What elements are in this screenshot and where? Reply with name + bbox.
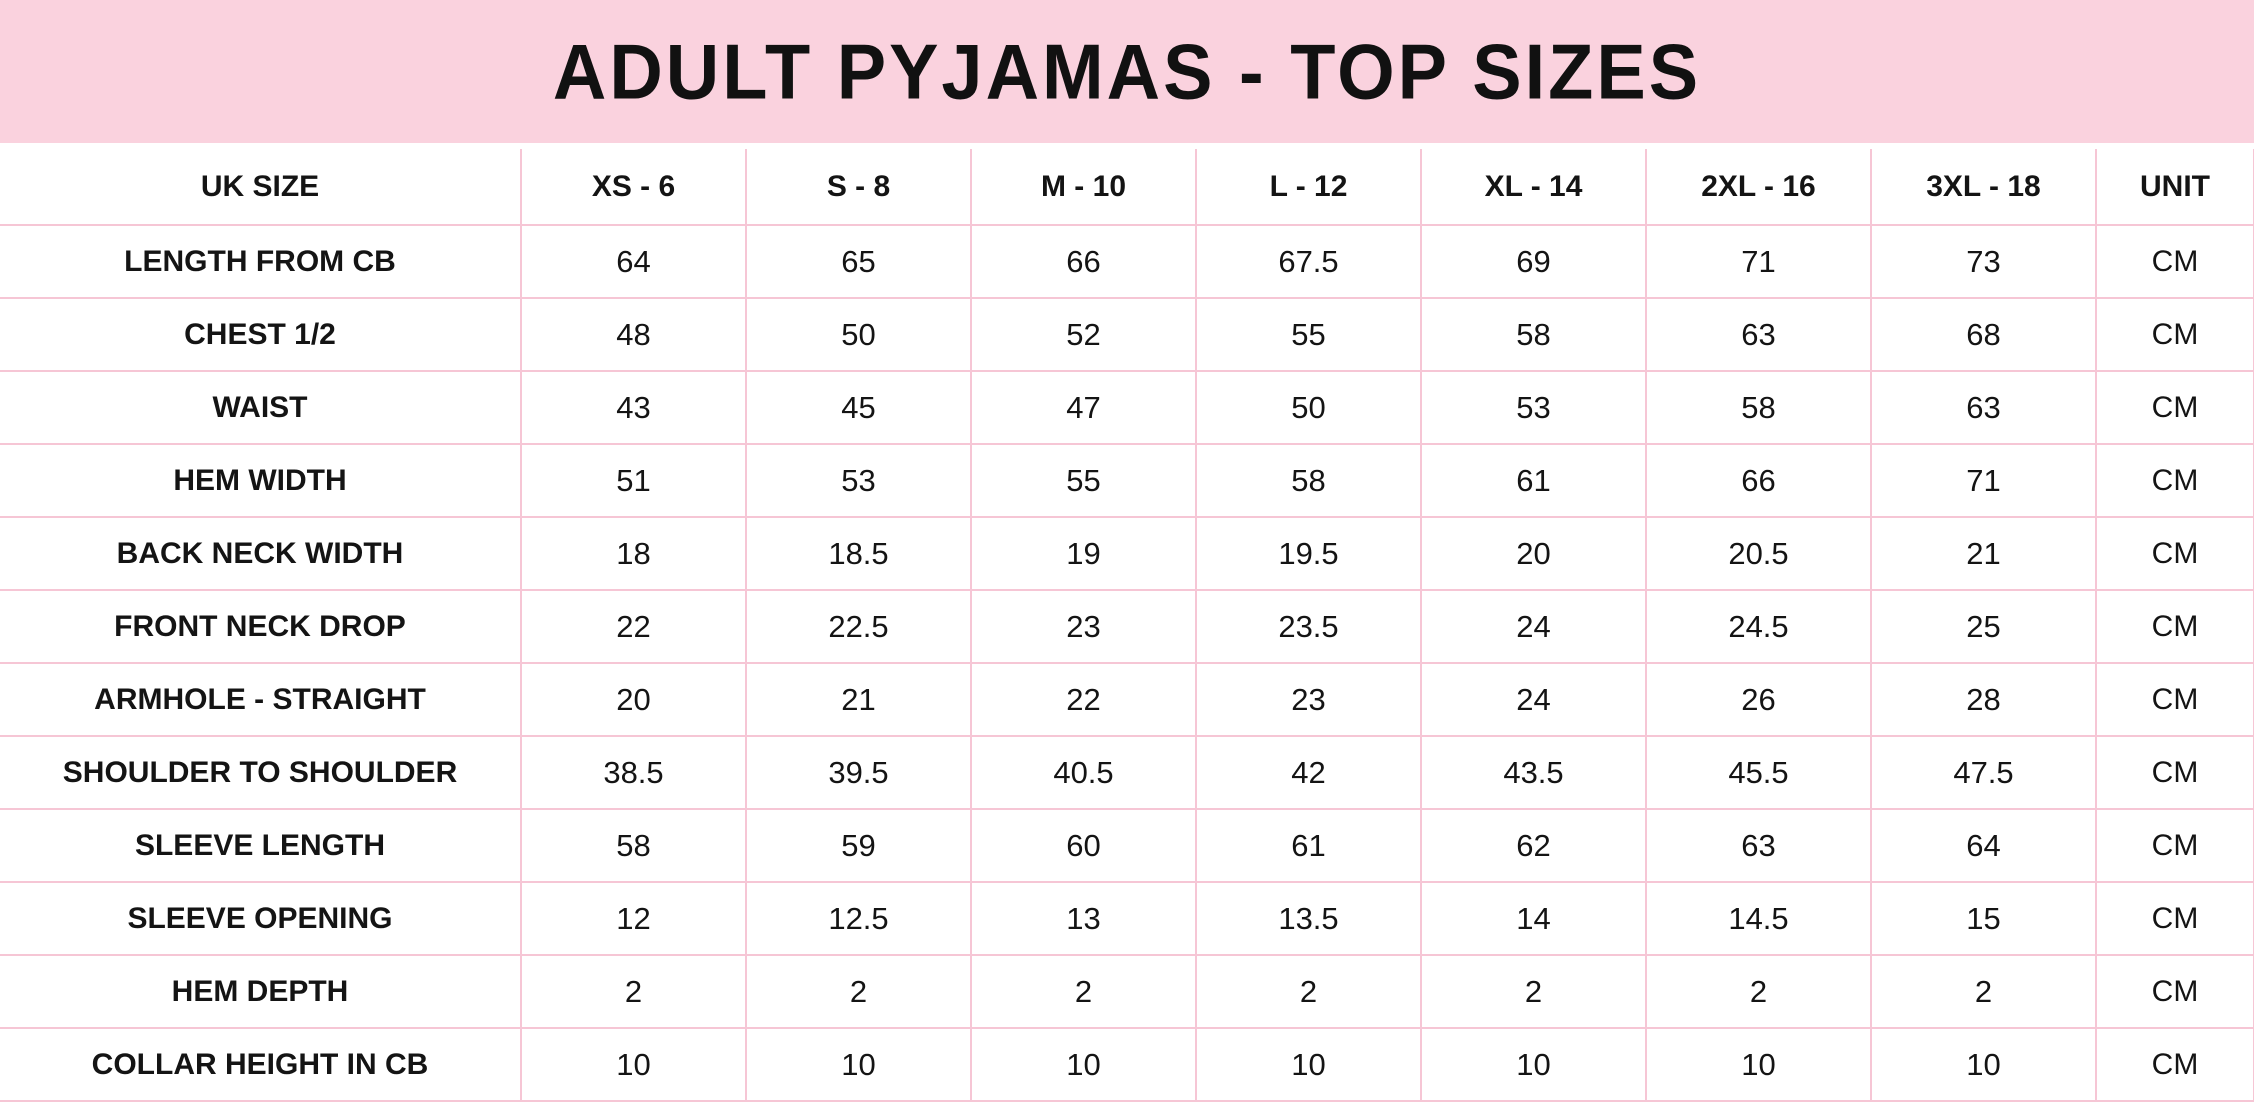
value-cell: 14.5 (1646, 882, 1871, 955)
value-cell: 14 (1421, 882, 1646, 955)
value-cell: 45.5 (1646, 736, 1871, 809)
value-cell: 19 (971, 517, 1196, 590)
value-cell: 10 (1196, 1028, 1421, 1101)
value-cell: 71 (1871, 444, 2096, 517)
value-cell: 23 (971, 590, 1196, 663)
unit-cell: CM (2096, 1028, 2254, 1101)
value-cell: 50 (1196, 371, 1421, 444)
value-cell: 58 (1646, 371, 1871, 444)
value-cell: 13.5 (1196, 882, 1421, 955)
value-cell: 24.5 (1646, 590, 1871, 663)
value-cell: 53 (1421, 371, 1646, 444)
value-cell: 24 (1421, 590, 1646, 663)
row-label-cell: WAIST (0, 371, 521, 444)
unit-cell: CM (2096, 736, 2254, 809)
value-cell: 55 (971, 444, 1196, 517)
value-cell: 62 (1421, 809, 1646, 882)
table-row (0, 736, 2254, 809)
value-cell: 18 (521, 517, 746, 590)
unit-cell: CM (2096, 225, 2254, 298)
value-cell: 43 (521, 371, 746, 444)
table-row (0, 371, 2254, 444)
value-cell: 22.5 (746, 590, 971, 663)
column-header: 2XL - 16 (1646, 149, 1871, 225)
column-header: L - 12 (1196, 149, 1421, 225)
value-cell: 2 (1871, 955, 2096, 1028)
value-cell: 20.5 (1646, 517, 1871, 590)
value-cell: 43.5 (1421, 736, 1646, 809)
value-cell: 13 (971, 882, 1196, 955)
value-cell: 65 (746, 225, 971, 298)
value-cell: 20 (521, 663, 746, 736)
column-header: UNIT (2096, 149, 2254, 225)
column-header: XS - 6 (521, 149, 746, 225)
value-cell: 12.5 (746, 882, 971, 955)
row-label-cell: ARMHOLE - STRAIGHT (0, 663, 521, 736)
value-cell: 55 (1196, 298, 1421, 371)
row-label-cell: SLEEVE OPENING (0, 882, 521, 955)
value-cell: 39.5 (746, 736, 971, 809)
value-cell: 2 (746, 955, 971, 1028)
row-label-cell: CHEST 1/2 (0, 298, 521, 371)
value-cell: 21 (746, 663, 971, 736)
value-cell: 25 (1871, 590, 2096, 663)
value-cell: 47.5 (1871, 736, 2096, 809)
value-cell: 2 (521, 955, 746, 1028)
value-cell: 42 (1196, 736, 1421, 809)
row-label-cell: COLLAR HEIGHT IN CB (0, 1028, 521, 1101)
value-cell: 10 (521, 1028, 746, 1101)
value-cell: 10 (1421, 1028, 1646, 1101)
value-cell: 10 (746, 1028, 971, 1101)
value-cell: 64 (521, 225, 746, 298)
value-cell: 12 (521, 882, 746, 955)
value-cell: 58 (1421, 298, 1646, 371)
column-header: 3XL - 18 (1871, 149, 2096, 225)
unit-cell: CM (2096, 663, 2254, 736)
value-cell: 63 (1646, 298, 1871, 371)
unit-cell: CM (2096, 298, 2254, 371)
value-cell: 58 (1196, 444, 1421, 517)
value-cell: 20 (1421, 517, 1646, 590)
value-cell: 67.5 (1196, 225, 1421, 298)
value-cell: 10 (1871, 1028, 2096, 1101)
column-header: XL - 14 (1421, 149, 1646, 225)
value-cell: 2 (1646, 955, 1871, 1028)
title-banner (0, 0, 2254, 143)
unit-cell: CM (2096, 590, 2254, 663)
value-cell: 15 (1871, 882, 2096, 955)
value-cell: 64 (1871, 809, 2096, 882)
value-cell: 2 (971, 955, 1196, 1028)
row-label-cell: HEM WIDTH (0, 444, 521, 517)
column-header: M - 10 (971, 149, 1196, 225)
row-label-cell: HEM DEPTH (0, 955, 521, 1028)
table-row (0, 225, 2254, 298)
table-row (0, 955, 2254, 1028)
size-chart-body (0, 225, 2254, 1101)
row-label-cell: LENGTH FROM CB (0, 225, 521, 298)
header-row (0, 149, 2254, 225)
value-cell: 63 (1871, 371, 2096, 444)
size-chart-header (0, 149, 2254, 225)
value-cell: 60 (971, 809, 1196, 882)
unit-cell: CM (2096, 882, 2254, 955)
value-cell: 18.5 (746, 517, 971, 590)
unit-cell: CM (2096, 955, 2254, 1028)
unit-cell: CM (2096, 444, 2254, 517)
table-row (0, 444, 2254, 517)
table-row (0, 809, 2254, 882)
value-cell: 22 (521, 590, 746, 663)
value-cell: 61 (1196, 809, 1421, 882)
table-row (0, 590, 2254, 663)
page-title: ADULT PYJAMAS - TOP SIZES (552, 27, 1702, 116)
value-cell: 63 (1646, 809, 1871, 882)
value-cell: 2 (1421, 955, 1646, 1028)
value-cell: 51 (521, 444, 746, 517)
column-header: UK SIZE (0, 149, 521, 225)
column-header: S - 8 (746, 149, 971, 225)
table-row (0, 298, 2254, 371)
row-label-cell: FRONT NECK DROP (0, 590, 521, 663)
value-cell: 68 (1871, 298, 2096, 371)
value-cell: 45 (746, 371, 971, 444)
value-cell: 59 (746, 809, 971, 882)
value-cell: 10 (971, 1028, 1196, 1101)
value-cell: 23.5 (1196, 590, 1421, 663)
value-cell: 22 (971, 663, 1196, 736)
table-row (0, 882, 2254, 955)
value-cell: 38.5 (521, 736, 746, 809)
value-cell: 21 (1871, 517, 2096, 590)
value-cell: 61 (1421, 444, 1646, 517)
value-cell: 71 (1646, 225, 1871, 298)
value-cell: 2 (1196, 955, 1421, 1028)
value-cell: 50 (746, 298, 971, 371)
row-label-cell: SLEEVE LENGTH (0, 809, 521, 882)
value-cell: 66 (1646, 444, 1871, 517)
value-cell: 19.5 (1196, 517, 1421, 590)
unit-cell: CM (2096, 371, 2254, 444)
value-cell: 69 (1421, 225, 1646, 298)
value-cell: 28 (1871, 663, 2096, 736)
row-label-cell: BACK NECK WIDTH (0, 517, 521, 590)
size-chart-table (0, 149, 2254, 1102)
value-cell: 66 (971, 225, 1196, 298)
table-row (0, 663, 2254, 736)
value-cell: 58 (521, 809, 746, 882)
value-cell: 48 (521, 298, 746, 371)
value-cell: 73 (1871, 225, 2096, 298)
table-row (0, 517, 2254, 590)
value-cell: 47 (971, 371, 1196, 444)
value-cell: 23 (1196, 663, 1421, 736)
value-cell: 24 (1421, 663, 1646, 736)
row-label-cell: SHOULDER TO SHOULDER (0, 736, 521, 809)
value-cell: 40.5 (971, 736, 1196, 809)
value-cell: 53 (746, 444, 971, 517)
value-cell: 52 (971, 298, 1196, 371)
value-cell: 10 (1646, 1028, 1871, 1101)
table-row (0, 1028, 2254, 1101)
value-cell: 26 (1646, 663, 1871, 736)
unit-cell: CM (2096, 517, 2254, 590)
unit-cell: CM (2096, 809, 2254, 882)
